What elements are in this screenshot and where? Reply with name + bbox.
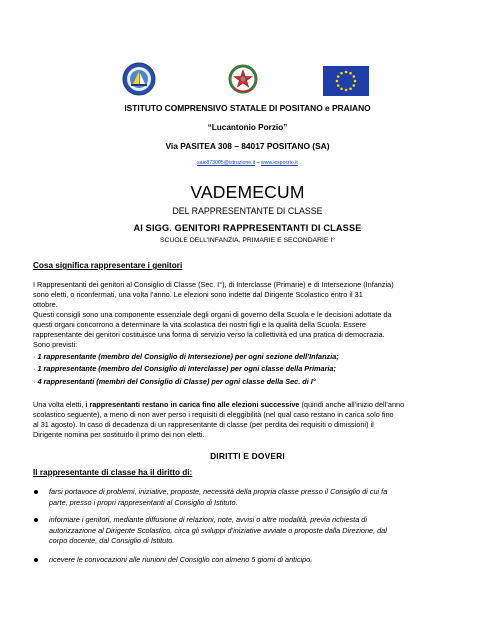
school-name: ISTITUTO COMPRENSIVO STATALE DI POSITANO e PRAIANO <box>124 103 371 113</box>
provisions-list <box>33 351 463 388</box>
provision-item: · 1 rappresentante (membro del Consiglio di Intersezione) per ogni sezione dell’Infanzia; <box>33 352 339 361</box>
paragraph-line: Sono previsti: <box>33 340 78 349</box>
rights-list-item: informare i genitori, mediante diffusione di relazioni, note, avvisi o altre modalità, previa richiesta di autorizzazione al Dirigente Scolastico, circa gli sviluppi d’iniziative avviate o proposte dalla Direzione, dal corpo docente, dal Consiglio di Istituto. <box>33 515 473 547</box>
contact-separator: – <box>255 160 261 166</box>
section-heading-representation: Cosa significa rappresentare i genitori <box>33 261 183 270</box>
section-heading-rights: DIRITTI E DOVERI <box>210 451 285 461</box>
school-address: Via PASITEA 308 – 84017 POSITANO (SA) <box>165 141 330 151</box>
bullet-icon <box>34 558 38 562</box>
paragraph-line: Dirigente nomina per sostituirlo il primo dei non eletti. <box>33 430 205 439</box>
rights-subheading: Il rappresentante di classe ha il diritto di: <box>33 468 193 477</box>
school-subtitle: “Lucantonio Porzio” <box>207 123 288 132</box>
paragraph-line: Questi consigli sono una componente essenziale degli organi di governo della Scuola e le decisioni adottate da <box>33 310 392 319</box>
paragraph-line: Una volta eletti, i rappresentanti restano in carica fino alle elezioni successive (quindi anche all’inizio dell’anno <box>33 400 405 409</box>
eu-flag-icon <box>323 66 369 96</box>
bullet-icon <box>34 490 38 494</box>
italian-republic-emblem-icon <box>228 64 258 94</box>
paragraph-line: I Rappresentanti dei genitori al Consiglio di Classe (Sec. I°), di Interclasse (Primarie) e di Intersezione (Infanzia) <box>33 280 394 289</box>
provision-item: · 1 rappresentante (membro del Consiglio di Interclasse) per ogni classe della Primaria; <box>33 364 336 374</box>
document-subtitle: DEL RAPPRESENTANTE DI CLASSE <box>172 206 323 216</box>
bullet-icon <box>34 518 38 522</box>
paragraph-line: ottobre. <box>33 300 58 309</box>
paragraph-line: questi organi concorrono a determinare la vita scolastica dei nostri figli e la qualità della Scuola. Essere <box>33 320 366 329</box>
school-logo-icon <box>122 62 156 96</box>
contact-line <box>0 159 495 167</box>
paragraph-line: sono eletti, o riconfermati, una volta l’anno. Le elezioni sono indette dal Dirigente Scolastico entro il 31 <box>33 290 363 299</box>
school-header <box>0 103 495 167</box>
logo-row <box>0 62 495 98</box>
provision-item: · 4 rappresentanti (membri del Consiglio di Classe) per ogni classe della Sec. di I° <box>33 376 316 386</box>
rights-list-item: ricevere le convocazioni alle riunioni del Consiglio con almeno 5 giorni di anticipo. <box>33 555 473 566</box>
email-link[interactable]: saic873005@istruzione.it <box>197 160 256 166</box>
document-title: VADEMECUM <box>190 182 305 202</box>
intro-paragraph <box>33 280 463 350</box>
term-paragraph <box>33 400 463 440</box>
rights-list-item: farsi portavoce di problemi, iniziative, proposte, necessità della propria classe presso il Consiglio di cui fa parte, presso i propri rappresentanti al Consiglio di Istituto. <box>33 487 473 508</box>
parents-heading: AI SIGG. GENITORI RAPPRESENTANTI DI CLASSE <box>133 223 362 233</box>
rights-list <box>33 487 473 566</box>
website-link[interactable]: www.icsporzio.it <box>260 160 298 166</box>
paragraph-line: scolastico seguente), a meno di non aver perso i requisiti di eleggibilità (nel qual caso restano in carica solo fino <box>33 410 394 419</box>
paragraph-line: rappresentante dei genitori costituisce una forma di servizio verso la collettività ed una pratica di democrazia. <box>33 330 385 339</box>
paragraph-line: al 31 agosto). In caso di decadenza di un rappresentante di classe (per perdita dei requisiti o dimissioni) il <box>33 420 374 429</box>
schools-line: SCUOLE DELL’INFANZIA, PRIMARIE E SECONDARIE I° <box>160 237 335 244</box>
